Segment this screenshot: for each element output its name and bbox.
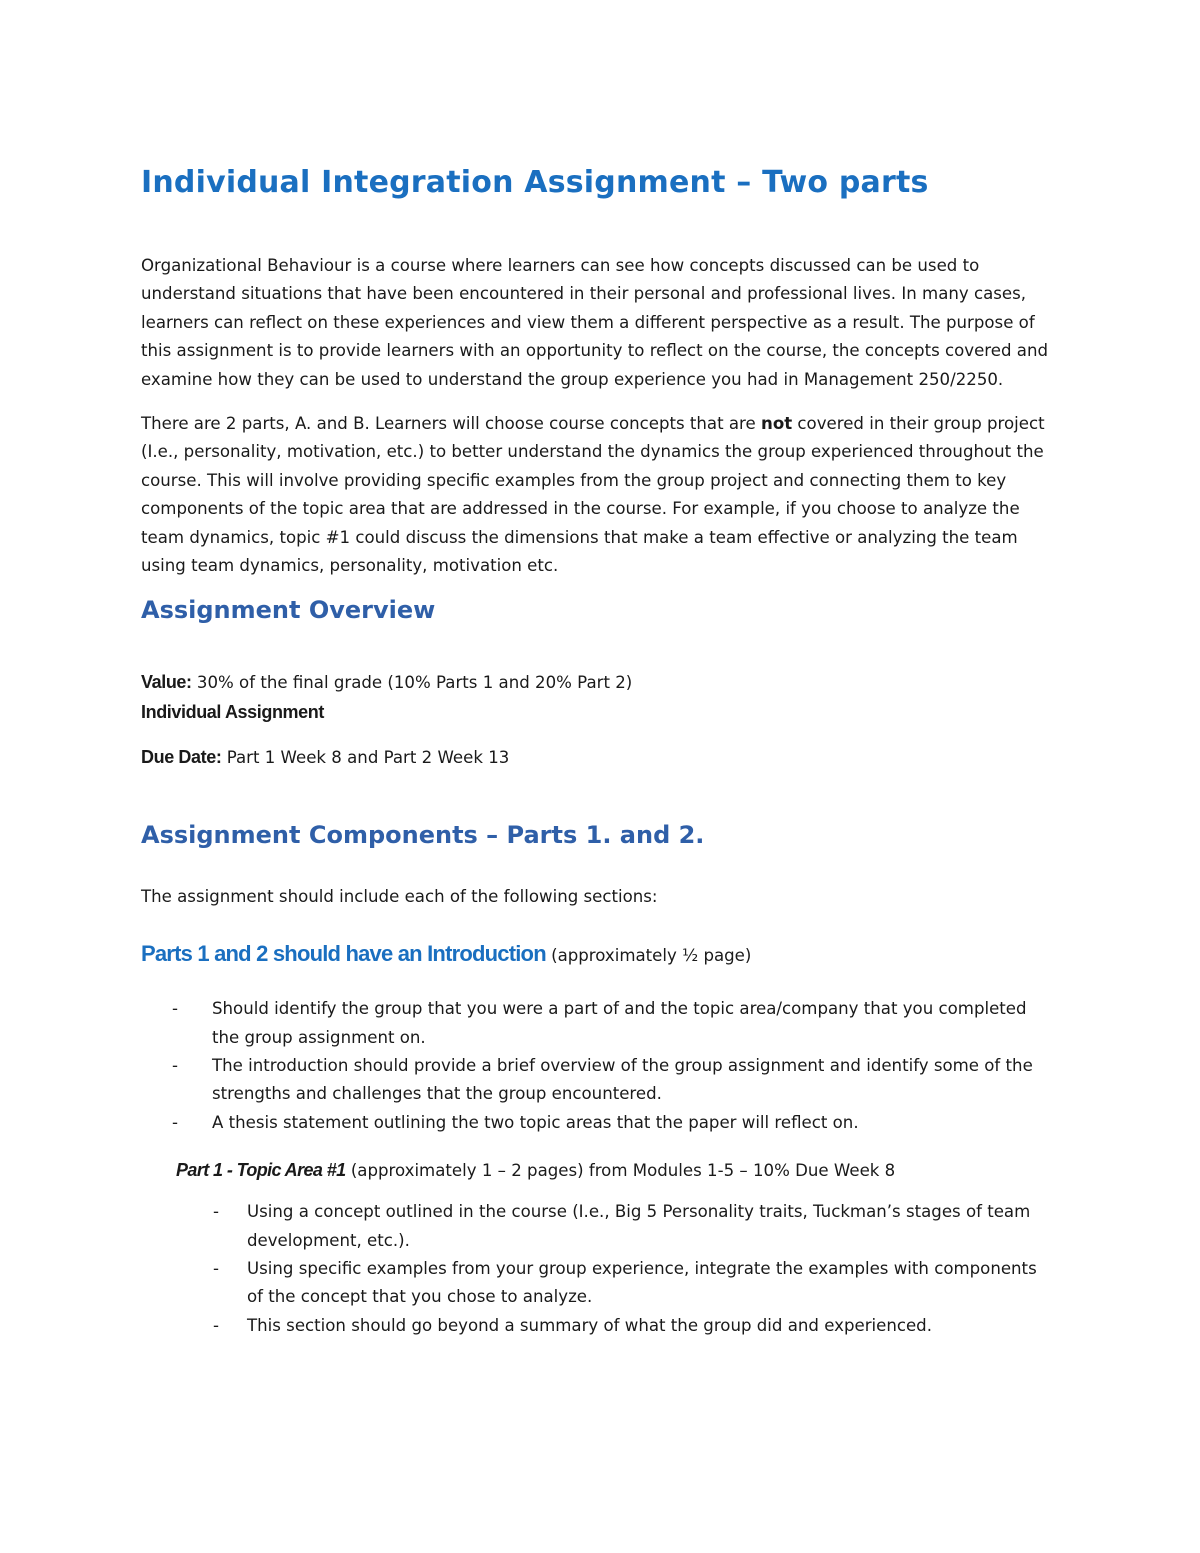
parts-paragraph-start: There are 2 parts, A. and B. Learners will choose course concepts that are [141, 414, 761, 434]
individual-line [141, 698, 1051, 727]
parts-paragraph [141, 410, 1051, 580]
introduction-heading: Parts 1 and 2 should have an Introduction [141, 941, 546, 967]
list-item [213, 1198, 1051, 1255]
bullet-text: A thesis statement outlining the two topic areas that the paper will reflect on. [212, 1112, 859, 1132]
part1-note: (approximately 1 – 2 pages) from Modules 1-5 – 10% Due Week 8 [345, 1161, 896, 1181]
list-item [213, 1312, 1051, 1340]
introduction-subheading [141, 939, 1051, 971]
bullet-text: This section should go beyond a summary of what the group did and experienced. [247, 1315, 932, 1335]
part1-bullet-list [141, 1198, 1051, 1340]
list-item [172, 995, 1051, 1052]
introduction-bullet-list [141, 995, 1051, 1137]
bullet-dash: - [172, 999, 178, 1019]
bullet-dash: - [172, 1055, 178, 1075]
introduction-note: (approximately ½ page) [545, 946, 752, 966]
parts-paragraph-emphasis: not [761, 414, 793, 434]
bullet-dash: - [213, 1315, 219, 1335]
components-lead: The assignment should include each of the following sections: [141, 886, 658, 906]
list-item [213, 1255, 1051, 1312]
document-body [141, 160, 1051, 1340]
page-title: Individual Integration Assignment – Two parts [141, 165, 929, 200]
part1-heading: Part 1 - Topic Area #1 [176, 1160, 346, 1181]
due-date-text: Part 1 Week 8 and Part 2 Week 13 [221, 748, 510, 768]
bullet-dash: - [213, 1258, 219, 1278]
due-date-line [141, 743, 1051, 772]
bullet-text: Using specific examples from your group experience, integrate the examples with components of the concept that you chose to analyze. [247, 1258, 1037, 1307]
part1-subheading [176, 1155, 1051, 1186]
overview-heading: Assignment Overview [141, 596, 436, 625]
bullet-text: The introduction should provide a brief overview of the group assignment and identify some of the strengths and challenges that the group encountered. [212, 1055, 1033, 1104]
list-item [172, 1109, 1051, 1137]
value-label: Value: [141, 672, 192, 693]
due-date-label: Due Date: [141, 747, 222, 768]
individual-label: Individual Assignment [141, 701, 324, 722]
parts-paragraph-end: covered in their group project (I.e., personality, motivation, etc.) to better understand the dynamics the group experienced throughout the course. This will involve providing specific examples from the group project and connecting them to key components of the topic area that are addressed in the course. For example, if you choose to analyze the team dynamics, topic #1 could discuss the dimensions that make a team effective or analyzing the team using team dynamics, personality, motivation etc. [141, 414, 1045, 576]
bullet-text: Using a concept outlined in the course (I.e., Big 5 Personality traits, Tuckman’s stages of team development, etc.). [247, 1202, 1031, 1250]
components-heading: Assignment Components – Parts 1. and 2. [141, 820, 705, 849]
bullet-text: Should identify the group that you were a part of and the topic area/company that you completed the group assignment on. [212, 999, 1027, 1047]
bullet-dash: - [172, 1112, 178, 1132]
value-line [141, 668, 1051, 697]
bullet-dash: - [213, 1202, 219, 1222]
intro-paragraph: Organizational Behaviour is a course where learners can see how concepts discussed can be used to understand situations that have been encountered in their personal and professional lives. In many cases, learners can reflect on these experiences and view them a different perspective as a result. The purpose of this assignment is to provide learners with an opportunity to reflect on the course, the concepts covered and examine how they can be used to understand the group experience you had in Management 250/2250. [141, 256, 1048, 389]
value-text: 30% of the final grade (10% Parts 1 and 20% Part 2) [191, 673, 633, 693]
list-item [172, 1052, 1051, 1109]
